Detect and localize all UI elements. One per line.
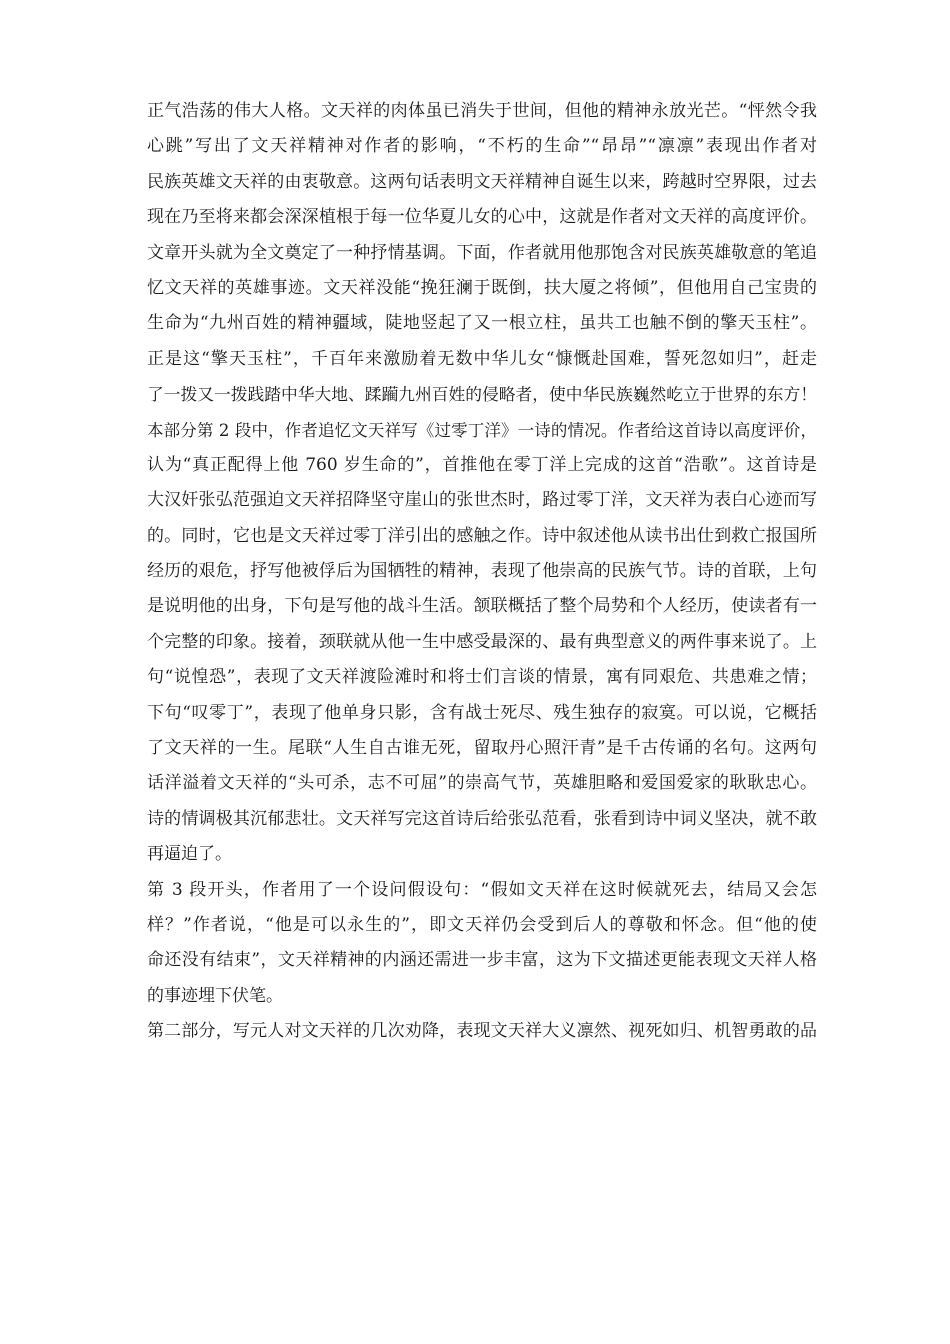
text-line: 第二部分，写元人对文天祥的几次劝降，表现文天祥大义凛然、视死如归、机智勇敢的品: [147, 1021, 817, 1042]
text-line: 第 3 段开头，作者用了一个设问假设句：“假如文天祥在这时候就死去，结局又会怎: [147, 879, 817, 900]
text-line: 是说明他的出身，下句是写他的战斗生活。颔联概括了整个局势和个人经历，使读者有一: [147, 596, 817, 617]
text-line: 认为“真正配得上他 760 岁生命的”，首推他在零丁洋上完成的这首“浩歌”。这首诗是: [147, 454, 817, 475]
text-line: 本部分第 2 段中，作者追忆文天祥写《过零丁洋》一诗的情况。作者给这首诗以高度评价，: [147, 420, 817, 440]
text-line: 再逼迫了。: [147, 844, 232, 865]
text-line: 文章开头就为全文奠定了一种抒情基调。下面，作者就用他那饱含对民族英雄敬意的笔追: [147, 242, 817, 263]
text-line: 经历的艰危，抒写他被俘后为国牺牲的精神，表现了他崇高的民族气节。诗的首联，上句: [147, 561, 817, 582]
text-line: 民族英雄文天祥的由衷敬意。这两句话表明文天祥精神自诞生以来，跨越时空界限，过去: [147, 171, 817, 192]
text-line: 样？”作者说，“他是可以永生的”，即文天祥仍会受到后人的尊敬和怀念。但“他的使: [147, 914, 817, 935]
text-line: 的。同时，它也是文天祥过零丁洋引出的感触之作。诗中叙述他从读书出仕到救亡报国所: [147, 525, 817, 546]
text-line: 心跳”写出了文天祥精神对作者的影响，“不朽的生命”“昂昂”“凛凛”表现出作者对: [147, 136, 817, 157]
text-line: 了文天祥的一生。尾联“人生自古谁无死，留取丹心照汗青”是千古传诵的名句。这两句: [147, 738, 817, 759]
text-line: 正气浩荡的伟大人格。文天祥的肉体虽已消失于世间，但他的精神永放光芒。“怦然令我: [147, 101, 817, 121]
text-line: 忆文天祥的英雄事迹。文天祥没能“挽狂澜于既倒，扶大厦之将倾”，但他用自己宝贵的: [147, 277, 817, 298]
document-body: [147, 94, 817, 1050]
text-line: 正是这“擎天玉柱”，千百年来激励着无数中华儿女“慷慨赴国难，誓死忽如归”，赶走: [147, 348, 817, 369]
text-line: 大汉奸张弘范强迫文天祥招降坚守崖山的张世杰时，路过零丁洋，文天祥为表白心迹而写: [147, 490, 817, 511]
text-line: 话洋溢着文天祥的“头可杀，志不可屈”的崇高气节，英雄胆略和爱国爱家的耿耿忠心。: [147, 773, 817, 794]
text-line: 个完整的印象。接着，颈联就从他一生中感受最深的、最有典型意义的两件事来说了。上: [147, 631, 817, 652]
text-line: 诗的情调极其沉郁悲壮。文天祥写完这首诗后给张弘范看，张看到诗中词义坚决，就不敢: [147, 808, 817, 829]
text-line: 了一拨又一拨践踏中华大地、蹂躏九州百姓的侵略者，使中华民族巍然屹立于世界的东方！: [147, 384, 818, 405]
text-line: 句“说惶恐”，表现了文天祥渡险滩时和将士们言谈的情景，寓有同艰危、共患难之情；: [147, 667, 817, 688]
text-line: 生命为“九州百姓的精神疆域，陡地竖起了又一根立柱，虽共工也触不倒的擎天玉柱”。: [147, 313, 817, 334]
text-line: 现在乃至将来都会深深植根于每一位华夏儿女的心中，这就是作者对文天祥的高度评价。: [147, 207, 817, 228]
text-line: 的事迹埋下伏笔。: [147, 985, 283, 1006]
text-line: 下句“叹零丁”，表现了他单身只影，含有战士死尽、残生独存的寂寞。可以说，它概括: [147, 702, 817, 723]
text-line: 命还没有结束”，文天祥精神的内涵还需进一步丰富，这为下文描述更能表现文天祥人格: [147, 950, 817, 971]
